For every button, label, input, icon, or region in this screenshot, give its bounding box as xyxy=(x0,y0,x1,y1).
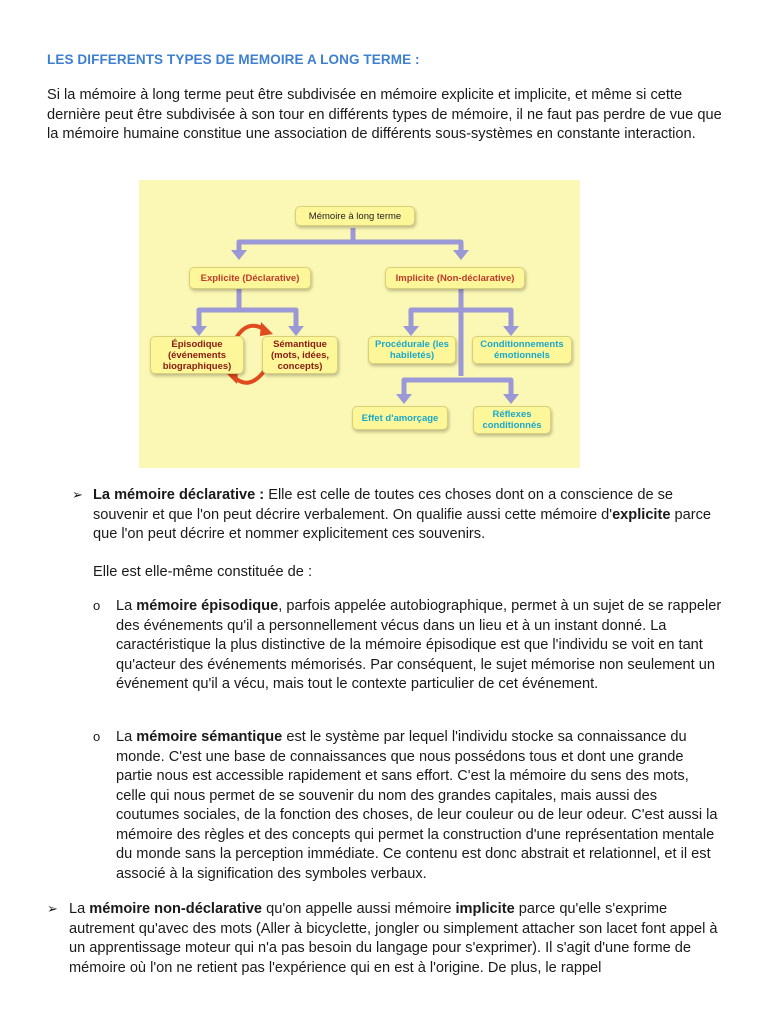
arrow-bullet-icon: ➢ xyxy=(47,901,58,916)
node-long-term-memory: Mémoire à long terme xyxy=(295,206,415,226)
declarative-term: La mémoire déclarative : xyxy=(93,487,265,503)
episodic-term: mémoire épisodique xyxy=(136,598,279,614)
circle-bullet-icon: o xyxy=(93,598,101,613)
declarative-subintro: Elle est elle-même constituée de : xyxy=(93,564,313,580)
semantic-paragraph: La mémoire sémantique est le système par lequel l'individu stocke sa connaissance du monde. C'est une base de connaissances que nous possédons tous et dont une grande partie nous est accessible rapidement et sans effort. C'est la mémoire du sens des mots, celle qui nous permet de se souvenir du nom des grandes capitales, mais aussi des coutumes sociales, de la fonction des choses, de leur couleur ou de leur odeur. C'est aussi la mémoire des règles et des concepts qui permet la construction d'une représentation mentale du monde sans la perception immédiate. Ce contenu est donc abstrait et relationnel, et il est associé à la signification des symboles verbaux. xyxy=(116,729,718,882)
circle-bullet-icon: o xyxy=(93,729,101,744)
node-procedural: Procédurale (les habiletés) xyxy=(368,336,456,364)
node-emotional-conditioning: Conditionnements émotionnels xyxy=(472,336,572,364)
arrow-bullet-icon: ➢ xyxy=(72,487,83,502)
section-heading: LES DIFFERENTS TYPES DE MEMOIRE A LONG TERME : xyxy=(47,52,420,67)
node-implicit-nondeclarative: Implicite (Non-déclarative) xyxy=(385,267,525,289)
node-explicit-declarative: Explicite (Déclarative) xyxy=(189,267,311,289)
semantic-term: mémoire sémantique xyxy=(136,729,283,745)
node-semantic: Sémantique (mots, idées, concepts) xyxy=(262,336,338,374)
node-episodic: Épisodique (événements biographiques) xyxy=(150,336,244,374)
intro-paragraph: Si la mémoire à long terme peut être subdivisée en mémoire explicite et implicite, et même si cette dernière peut être subdivisée à son tour en différents types de mémoire, il ne faut pas perdre de vue que la mémoire humaine constitue une association de différents sous-systèmes en constante interaction. xyxy=(47,87,722,142)
node-priming: Effet d'amorçage xyxy=(352,406,448,430)
declarative-paragraph: La mémoire déclarative : Elle est celle de toutes ces choses dont on a conscience de se souvenir et que l'on peut décrire verbalement. On qualifie aussi cette mémoire d'explicite parce que l'on peut décrire et nommer explicitement ces souvenirs. xyxy=(93,487,712,542)
nondeclarative-term: mémoire non-déclarative xyxy=(89,901,263,917)
connector-level1 xyxy=(239,242,461,254)
node-conditioned-reflexes: Réflexes conditionnés xyxy=(473,406,551,434)
nondeclarative-paragraph: La mémoire non-déclarative qu'on appelle aussi mémoire implicite parce qu'elle s'exprime autrement qu'avec des mots (Aller à bicyclette, jongler ou simplement attacher son lacet font appel à un apprentissage moteur qui n'a pas besoin du langage pour s'exprimer). Il s'agit d'une forme de mémoire où l'on ne retient pas l'expérience qui en est à l'origine. De plus, le rappel xyxy=(69,901,718,976)
memory-diagram xyxy=(139,180,580,468)
episodic-paragraph: La mémoire épisodique, parfois appelée autobiographique, permet à un sujet de se rappeler des événements qu'il a personnellement vécus dans un lieu et à un instant donné. La caractéristique la plus distinctive de la mémoire épisodique est que l'individu se voit en tant qu'acteur des événements mémorisés. Par conséquent, le sujet mémorise non seulement un événement qu'il a vécu, mais tout le contexte particulier de cet événement. xyxy=(116,598,722,692)
connector-implicit-bottom xyxy=(404,380,511,398)
